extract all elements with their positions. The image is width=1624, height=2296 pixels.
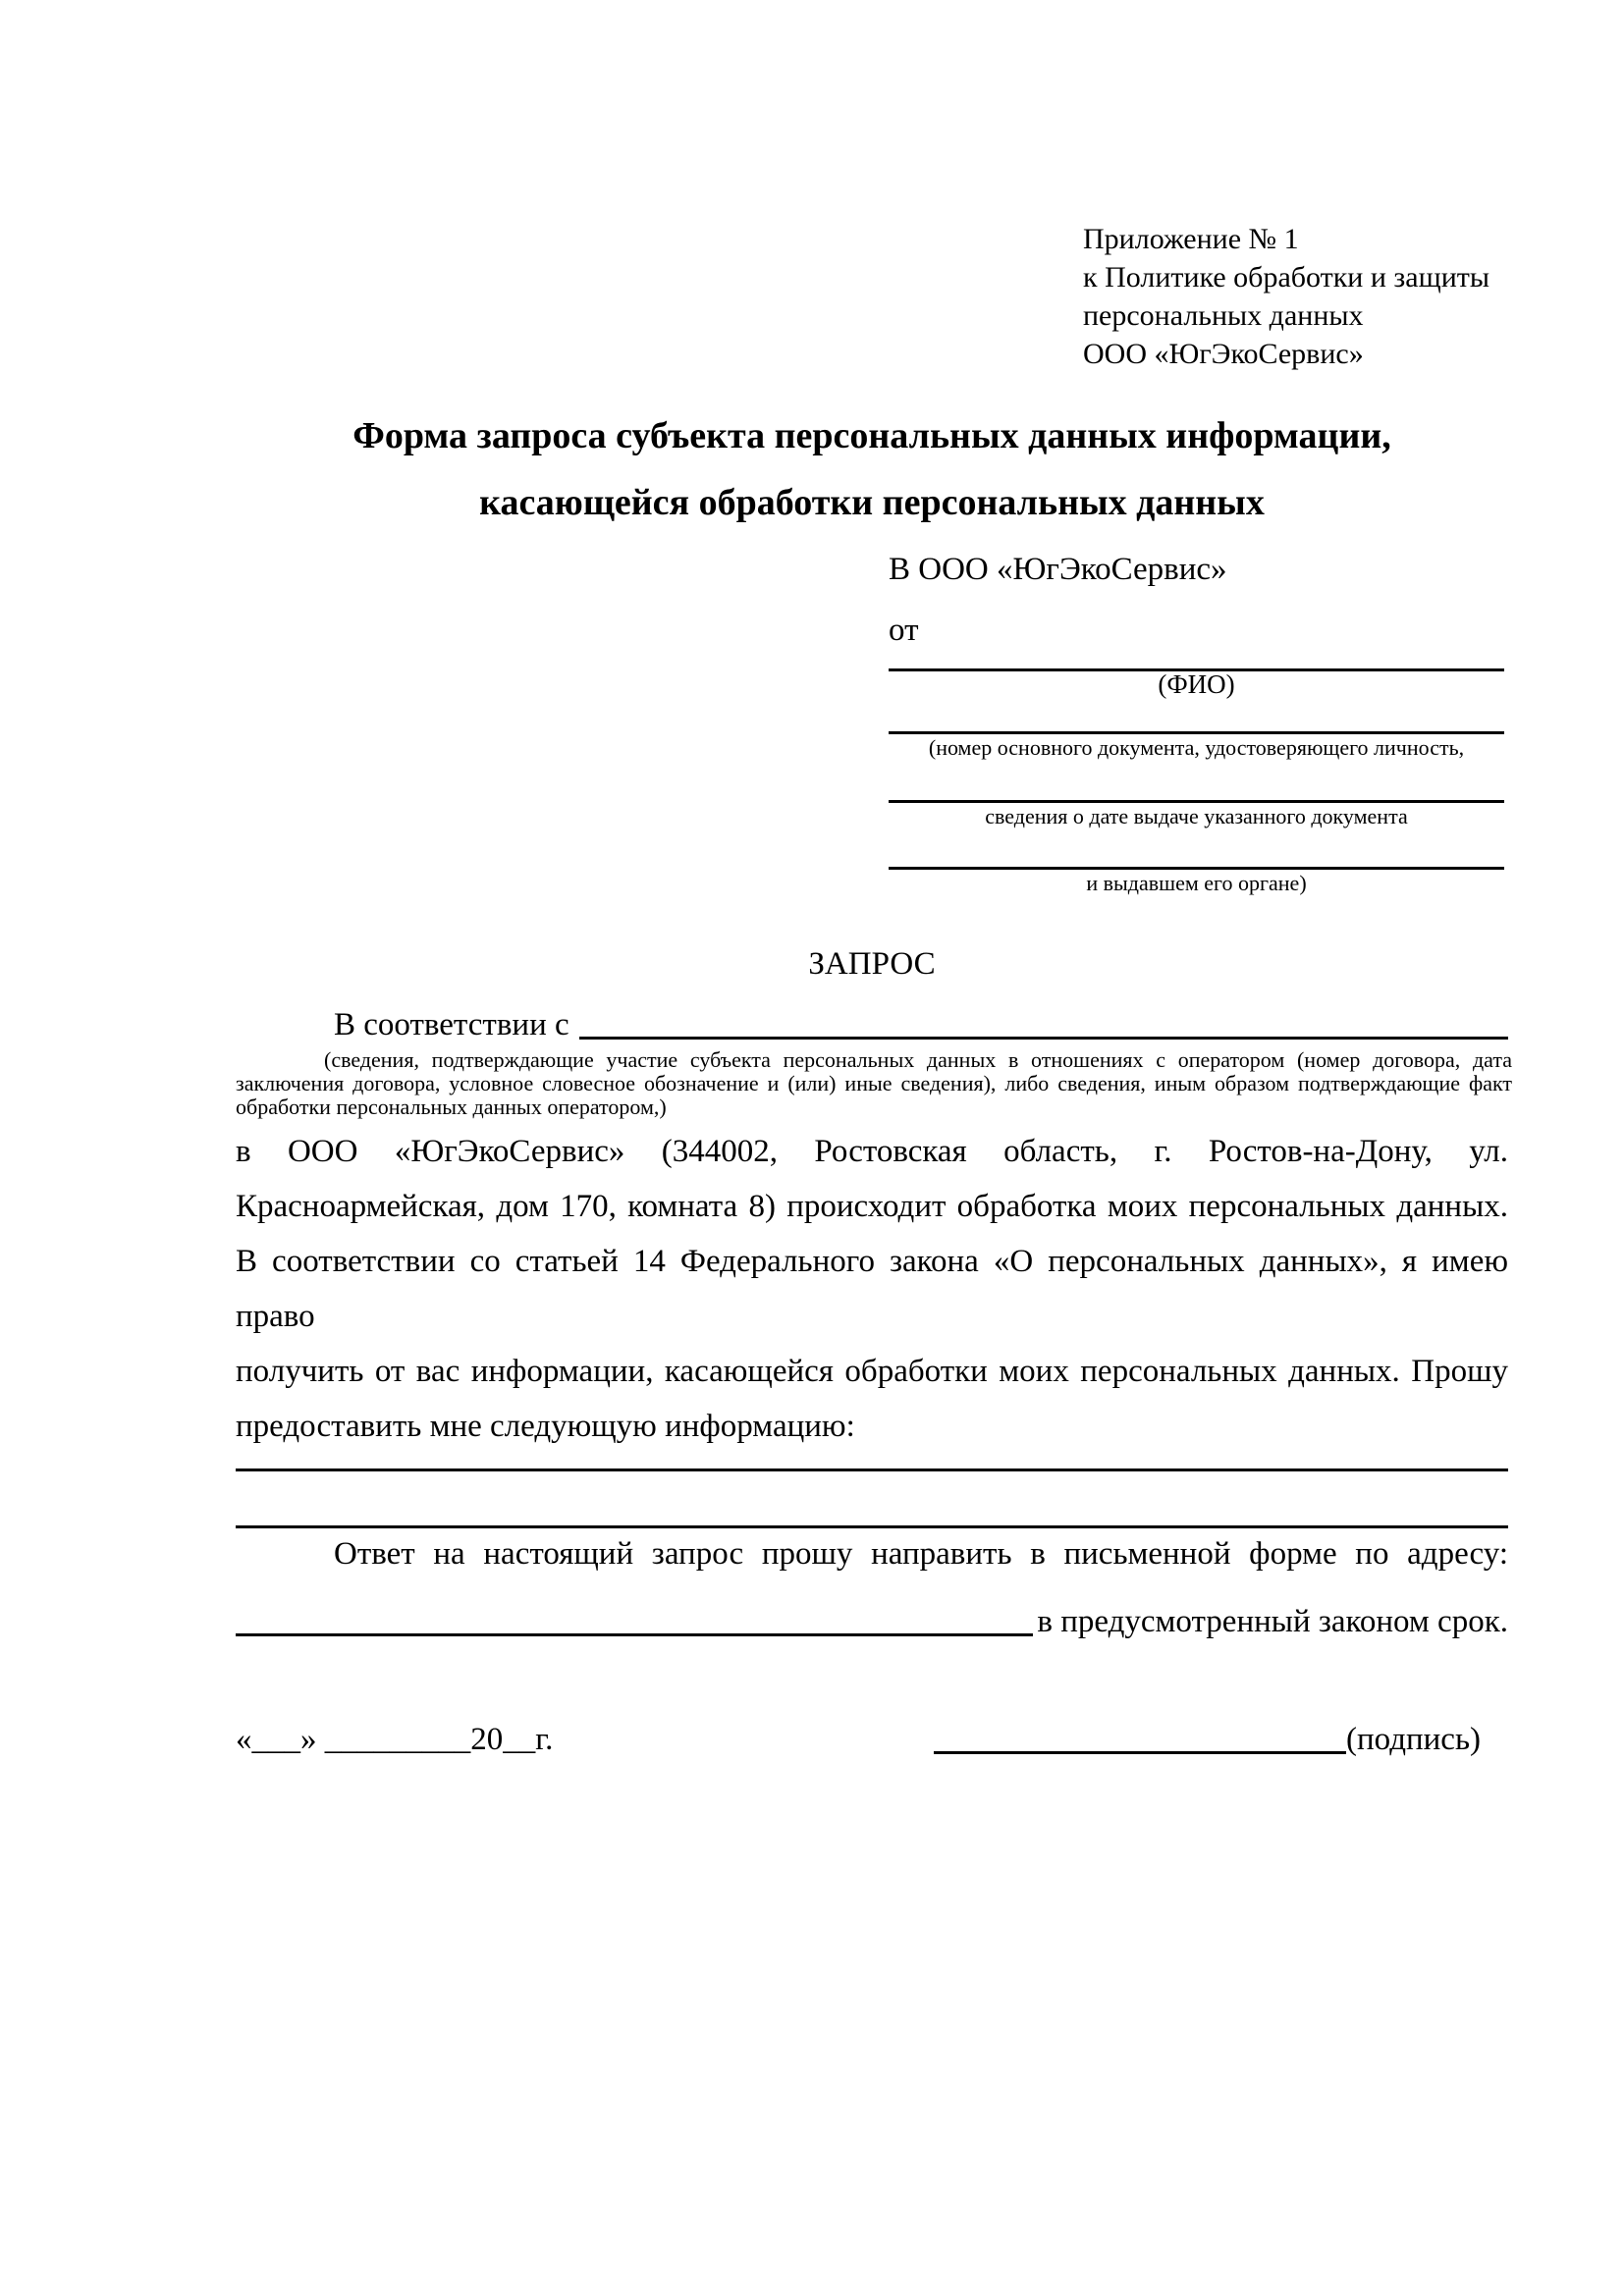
appendix-note-line: Приложение № 1 xyxy=(1083,223,1299,255)
document-title-line1: Форма запроса субъекта персональных данных информации, xyxy=(352,415,1391,456)
accordance-row xyxy=(236,1005,1508,1044)
address-write-in-line[interactable] xyxy=(236,1602,1033,1636)
body-line: получить от вас информации, касающейся обработки моих персональных данных. Прошу xyxy=(236,1354,1508,1389)
appendix-note-line: ООО «ЮгЭкоСервис» xyxy=(1083,338,1364,370)
appendix-note xyxy=(1083,220,1489,373)
explanatory-note xyxy=(236,1048,1512,1119)
deadline-row xyxy=(236,1602,1508,1641)
appendix-note-line: персональных данных xyxy=(1083,299,1364,332)
deadline-text: в предусмотренный законом срок. xyxy=(1037,1604,1508,1639)
addressee-organization: В ООО «ЮгЭкоСервис» xyxy=(889,552,1227,587)
document-title-line2: касающейся обработки персональных данных xyxy=(479,482,1265,523)
body-line: предоставить мне следующую информацию: xyxy=(236,1409,855,1444)
from-label: от xyxy=(889,613,919,648)
signature-write-in-line[interactable] xyxy=(934,1720,1346,1754)
date-write-in[interactable]: «___» _________20__г. xyxy=(236,1722,554,1757)
body-line: В соответствии со статьей 14 Федерального закона «О персональных данных», я имею право xyxy=(236,1244,1508,1334)
explanatory-note-line: (сведения, подтверждающие участие субъекта персональных данных в отношениях с оператором (номер договора, дата xyxy=(324,1047,1512,1072)
issue-date-write-in-line[interactable] xyxy=(889,761,1504,803)
appendix-note-line: к Политике обработки и защиты xyxy=(1083,261,1490,294)
issuing-authority-caption: и выдавшем его органе) xyxy=(1086,871,1307,895)
explanatory-note-line: заключения договора, условное словесное обозначение и (или) иные сведения), либо сведения, иным образом подтверждающие факт xyxy=(236,1071,1512,1095)
information-write-in-line-2[interactable] xyxy=(236,1471,1508,1528)
body-line: в ООО «ЮгЭкоСервис» (344002, Ростовская область, г. Ростов-на-Дону, ул. xyxy=(236,1134,1508,1169)
explanatory-note-line: обработки персональных данных оператором,) xyxy=(236,1095,667,1119)
fio-write-in-line[interactable] xyxy=(889,650,1504,671)
body-line: Красноармейская, дом 170, комната 8) происходит обработка моих персональных данных. xyxy=(236,1189,1508,1224)
document-number-caption: (номер основного документа, удостоверяющего личность, xyxy=(928,735,1465,760)
accordance-lead: В соответствии с xyxy=(334,1007,569,1042)
body-paragraph xyxy=(236,1124,1508,1454)
information-write-in-block xyxy=(236,1433,1508,1528)
answer-request-line: Ответ на настоящий запрос прошу направить в письменной форме по адресу: xyxy=(334,1536,1508,1572)
signature-group xyxy=(934,1720,1481,1759)
fio-caption: (ФИО) xyxy=(1158,669,1235,699)
request-heading: ЗАПРОС xyxy=(808,946,936,982)
footer-row xyxy=(236,1720,1508,1759)
information-write-in-line-1[interactable] xyxy=(236,1433,1508,1471)
document-title xyxy=(236,402,1508,536)
accordance-write-in-line[interactable] xyxy=(579,1005,1508,1040)
issue-date-caption: сведения о дате выдаче указанного документа xyxy=(985,804,1408,828)
addressee-block xyxy=(889,550,1504,896)
signature-caption: (подпись) xyxy=(1346,1722,1481,1757)
document-number-write-in-line[interactable] xyxy=(889,698,1504,734)
issuing-authority-write-in-line[interactable] xyxy=(889,829,1504,870)
